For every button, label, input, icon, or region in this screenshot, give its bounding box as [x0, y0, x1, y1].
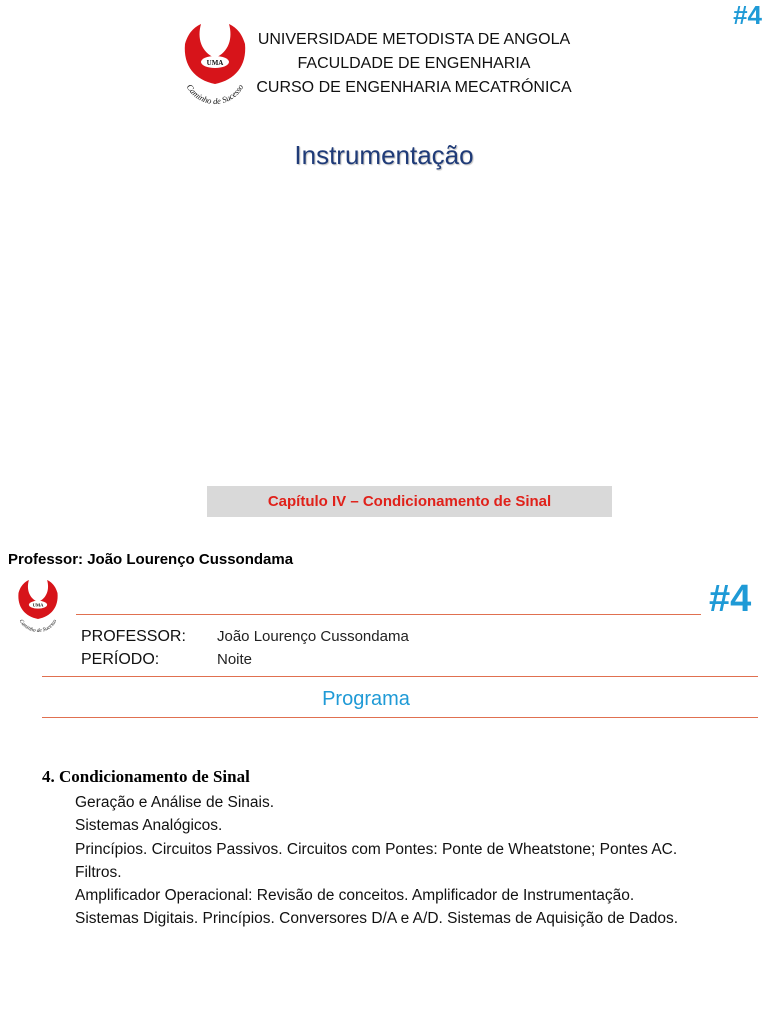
divider-middle [42, 676, 758, 677]
page-title: Instrumentação [294, 140, 474, 170]
list-item: Amplificador Operacional: Revisão de conceitos. Amplificador de Instrumentação. [75, 887, 635, 905]
section-title: 4. Condicionamento de Sinal [42, 767, 250, 786]
list-item: Sistemas Analógicos. [75, 817, 223, 835]
header-line-faculty: FACULDADE DE ENGENHARIA [297, 55, 531, 72]
list-item: Sistemas Digitais. Princípios. Conversores D/A e A/D. Sistemas de Aquisição de Dados. [75, 910, 679, 928]
professor-label: PROFESSOR: [81, 628, 186, 645]
university-logo-small [12, 578, 64, 634]
logo-small-arc-text: Caminho de Sucesso [17, 618, 59, 634]
divider-bottom [42, 717, 758, 718]
logo-small-center-text: UMA [32, 602, 44, 608]
period-value: Noite [217, 651, 253, 668]
slide-number-top: #4 [733, 0, 762, 30]
list-item: Princípios. Circuitos Passivos. Circuitos com Pontes: Ponte de Wheatstone; Pontes AC. [75, 840, 678, 858]
logo-arc-text: Caminho de Sucesso [184, 82, 246, 106]
list-item: Filtros. [75, 863, 122, 881]
period-label: PERÍODO: [81, 651, 160, 668]
chapter-banner [207, 486, 612, 517]
professor-value: João Lourenço Cussondama [217, 628, 409, 645]
chapter-title: Capítulo IV – Condicionamento de Sinal [267, 493, 552, 510]
slide-number-second: #4 [709, 578, 752, 620]
svg-text:Caminho de Sucesso [18, 618, 59, 634]
header-line-course: CURSO DE ENGENHARIA MECATRÓNICA [256, 79, 572, 96]
list-item: Geração e Análise de Sinais. [75, 794, 275, 811]
professor-line: Professor: João Lourenço Cussondama [8, 551, 294, 568]
divider-top [76, 614, 701, 615]
logo-center-text: UMA [206, 59, 224, 67]
section-items [75, 791, 678, 931]
university-header [200, 28, 628, 100]
programa-title: Programa [322, 688, 410, 710]
header-line-university: UNIVERSIDADE METODISTA DE ANGOLA [257, 31, 571, 48]
